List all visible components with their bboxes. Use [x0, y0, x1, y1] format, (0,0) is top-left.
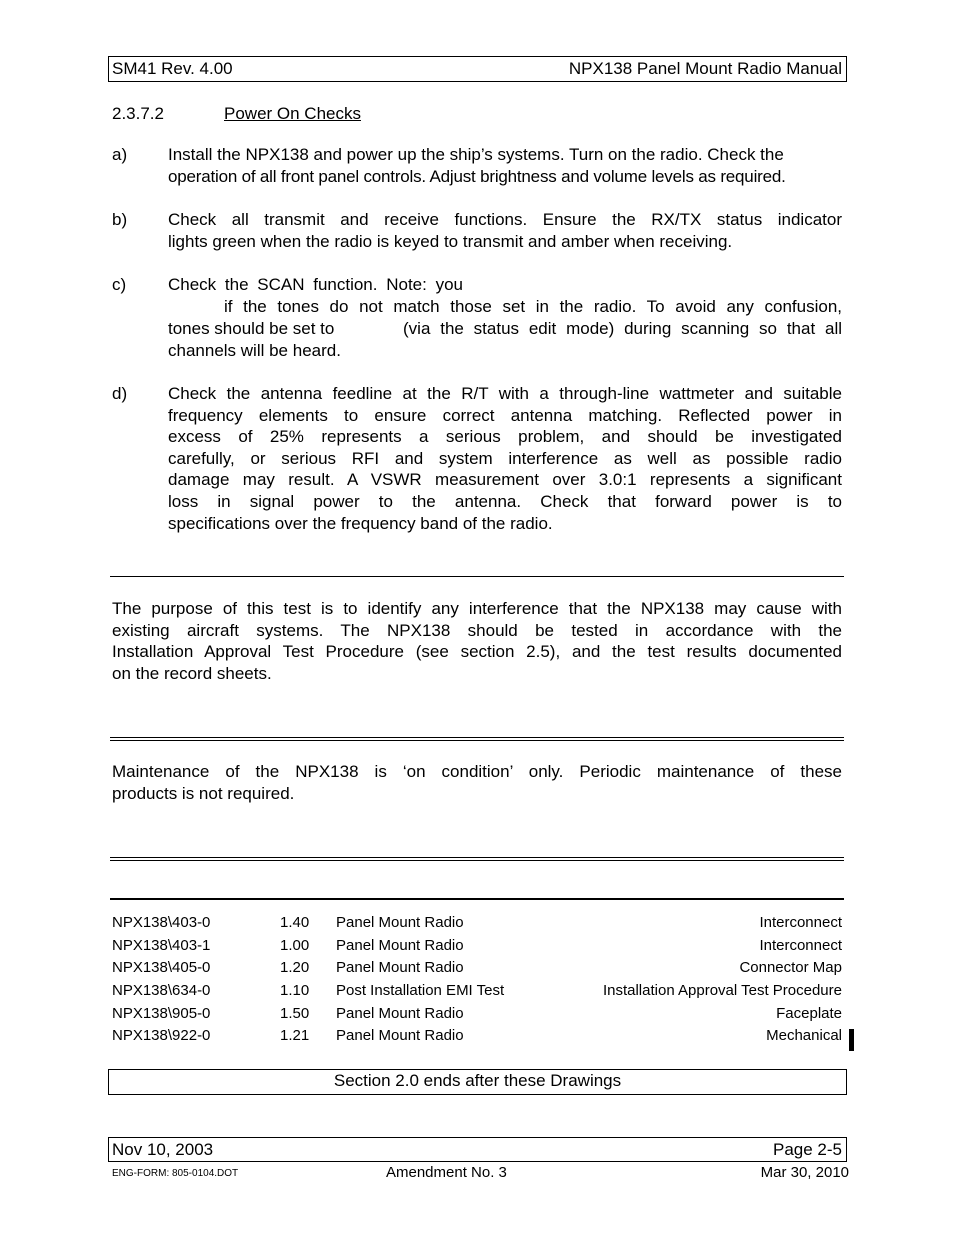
footer-page-number: Page 2-5	[773, 1140, 842, 1159]
drawing-rev: 1.50	[280, 1005, 310, 1022]
drawing-title: Panel Mount Radio	[336, 1027, 464, 1044]
drawing-desc: Installation Approval Test Procedure	[602, 982, 842, 999]
emi-line-3: Installation Approval Test Procedure (see section 2.5), and the test results documented	[112, 642, 842, 662]
section-divider-drawings-2	[110, 860, 844, 861]
drawing-title: Panel Mount Radio	[336, 914, 464, 931]
item-b-text	[168, 209, 842, 252]
item-a-line-1: Install the NPX138 and power up the ship’s systems. Turn on the radio. Check the	[168, 145, 784, 164]
header-manual-title: NPX138 Panel Mount Radio Manual	[568, 59, 842, 78]
drawing-number: NPX138\922-0	[112, 1027, 211, 1044]
drawing-title: Panel Mount Radio	[336, 1005, 464, 1022]
item-d-label: d)	[112, 384, 128, 403]
item-d-line-3: excess of 25% represents a serious problem, and should be investigated	[168, 427, 842, 447]
drawing-title: Panel Mount Radio	[336, 937, 464, 954]
drawing-title: Panel Mount Radio	[336, 959, 464, 976]
drawing-number: NPX138\634-0	[112, 982, 211, 999]
section-divider-drawings-1	[110, 857, 844, 858]
item-c-line-1: Check the SCAN function. Note: you	[168, 275, 463, 294]
emi-line-1: The purpose of this test is to identify any interference that the NPX138 may cause with	[112, 599, 842, 618]
drawing-desc: Faceplate	[776, 1005, 842, 1022]
page-footer	[108, 1137, 847, 1162]
drawing-number: NPX138\403-1	[112, 937, 211, 954]
item-d-line-5: damage may result. A VSWR measurement over 3.0:1 represents a significant	[168, 470, 842, 490]
footer-form-id: ENG-FORM: 805-0104.DOT	[112, 1168, 239, 1179]
item-c-line-3b: (via the status edit mode) during scanning so that all	[403, 319, 842, 338]
footer-amendment-date: Mar 30, 2010	[760, 1164, 849, 1181]
revision-change-bar	[849, 1029, 854, 1051]
item-a-line-2: operation of all front panel controls. Adjust brightness and volume levels as required.	[168, 166, 786, 186]
drawing-rev: 1.40	[280, 914, 310, 931]
item-c-line-2: if the tones do not match those set in the radio. To avoid any confusion,	[224, 297, 842, 316]
drawing-desc: Interconnect	[759, 914, 842, 931]
emi-line-2: existing aircraft systems. The NPX138 should be tested in accordance with the	[112, 620, 842, 640]
drawing-desc: Connector Map	[739, 959, 842, 976]
section-title: Power On Checks	[224, 104, 361, 123]
drawing-number: NPX138\405-0	[112, 959, 211, 976]
item-d-line-7: specifications over the frequency band of the radio.	[168, 513, 553, 533]
drawing-rev: 1.20	[280, 959, 310, 976]
emi-paragraph	[112, 598, 842, 684]
drawing-number: NPX138\403-0	[112, 914, 211, 931]
drawing-rev: 1.00	[280, 937, 310, 954]
item-b-label: b)	[112, 210, 128, 229]
section-divider-emi	[110, 576, 844, 577]
footer-date: Nov 10, 2003	[112, 1140, 214, 1159]
item-c-line-3a: tones should be set to	[168, 319, 335, 338]
item-d-line-1: Check the antenna feedline at the R/T with a through-line wattmeter and suitable	[168, 384, 842, 403]
item-d-line-6: loss in signal power to the antenna. Check that forward power is to	[168, 491, 842, 511]
drawing-number: NPX138\905-0	[112, 1005, 211, 1022]
emi-line-4: on the record sheets.	[112, 663, 272, 683]
drawing-rev: 1.21	[280, 1027, 310, 1044]
drawing-title: Post Installation EMI Test	[336, 982, 505, 999]
drawings-top-rule	[110, 898, 844, 900]
drawing-desc: Interconnect	[759, 937, 842, 954]
item-d-line-2: frequency elements to ensure correct antenna matching. Reflected power in	[168, 405, 842, 425]
item-a-label: a)	[112, 145, 128, 164]
section-divider-maintenance-1	[110, 737, 844, 738]
item-d-text	[168, 383, 842, 534]
item-c-line-4: channels will be heard.	[168, 341, 341, 360]
item-b-line-1: Check all transmit and receive functions. Ensure the RX/TX status indicator	[168, 210, 842, 229]
item-b-line-2: lights green when the radio is keyed to transmit and amber when receiving.	[168, 231, 733, 251]
maintenance-paragraph	[112, 761, 842, 804]
maintenance-line-1: Maintenance of the NPX138 is ‘on condition’ only. Periodic maintenance of these	[112, 762, 842, 781]
item-c-label: c)	[112, 275, 127, 294]
section-divider-maintenance-2	[110, 740, 844, 741]
maintenance-line-2: products is not required.	[112, 783, 295, 803]
drawing-desc: Mechanical	[766, 1027, 842, 1044]
footer-amendment: Amendment No. 3	[386, 1164, 507, 1181]
section-end-text: Section 2.0 ends after these Drawings	[333, 1071, 622, 1090]
item-a-text	[168, 144, 842, 187]
section-number: 2.3.7.2	[112, 104, 164, 123]
item-d-line-4: carefully, or serious RFI and system interference as well as possible radio	[168, 448, 842, 468]
header-doc-id: SM41 Rev. 4.00	[112, 59, 233, 78]
drawing-rev: 1.10	[280, 982, 310, 999]
